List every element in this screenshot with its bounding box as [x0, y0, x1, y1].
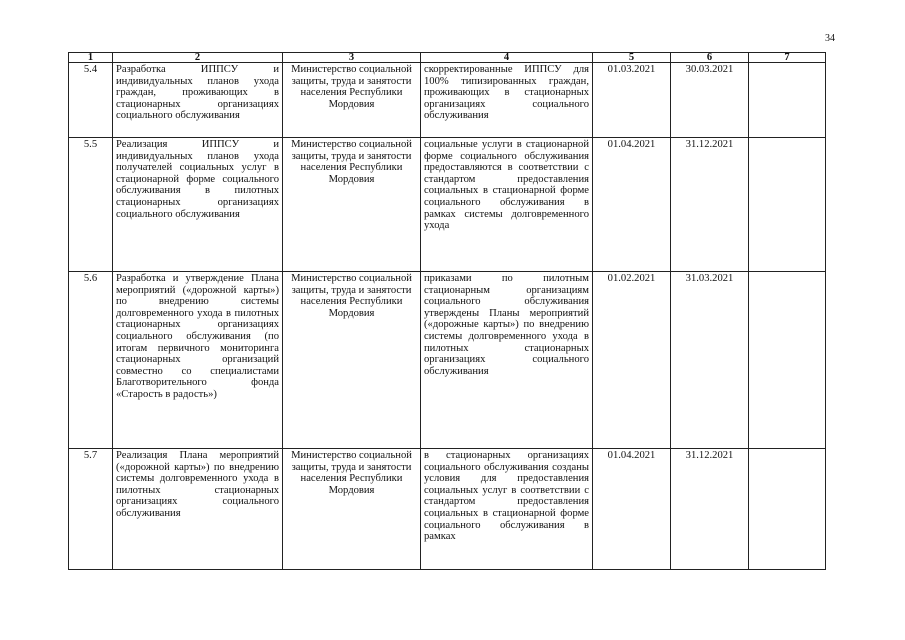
- table-row: [69, 138, 826, 272]
- note-cell: [749, 63, 826, 138]
- end-date-cell: 31.03.2021: [671, 272, 749, 449]
- table-header-row: [69, 53, 826, 63]
- executor-cell: Министерство социальной защиты, труда и занятости населения Республики Мордовия: [283, 138, 421, 272]
- result-cell: приказами по пилотным стационарным организациям социального обслуживания утверждены Планы мероприятий («дорожные карты») по внедрению системы долговременного ухода в пилотных стационарных организациях социального обслуживания: [421, 272, 593, 449]
- start-date-cell: 01.04.2021: [593, 138, 671, 272]
- action-plan-table: [68, 52, 826, 570]
- note-cell: [749, 449, 826, 570]
- end-date-cell: 31.12.2021: [671, 138, 749, 272]
- executor-cell: Министерство социальной защиты, труда и занятости населения Республики Мордовия: [283, 449, 421, 570]
- result-cell: в стационарных организациях социального обслуживания созданы условия для предоставления социальных услуг в соответствии с стандартом предоставления социальных в стационарной форме социального обслуживания в рамках: [421, 449, 593, 570]
- table-row: [69, 63, 826, 138]
- column-header: 1: [69, 53, 113, 63]
- action-cell: Реализация ИППСУ и индивидуальных планов ухода получателей социальных услуг в стационарной форме социального обслуживания в пилотных стационарных организациях социального обслуживания: [113, 138, 283, 272]
- executor-cell: Министерство социальной защиты, труда и занятости населения Республики Мордовия: [283, 272, 421, 449]
- end-date-cell: 30.03.2021: [671, 63, 749, 138]
- note-cell: [749, 272, 826, 449]
- action-cell: Разработка и утверждение Плана мероприятий («дорожной карты») по внедрению системы долговременного ухода в пилотных стационарных организациях социального обслуживания (по итогам первичного мониторинга стационарных организаций совместно со специалистами Благотворительного фонда «Старость в радость»): [113, 272, 283, 449]
- row-number: 5.6: [69, 272, 113, 449]
- column-header: 2: [113, 53, 283, 63]
- column-header: 6: [671, 53, 749, 63]
- column-header: 5: [593, 53, 671, 63]
- result-cell: скорректированные ИППСУ для 100% типизированных граждан, проживающих в стационарных организациях социального обслуживания: [421, 63, 593, 138]
- table-row: [69, 272, 826, 449]
- note-cell: [749, 138, 826, 272]
- result-cell: социальные услуги в стационарной форме социального обслуживания предоставляются в соответствии с стандартом предоставления социальных в стационарной форме социального обслуживания в рамках системы долговременного ухода: [421, 138, 593, 272]
- start-date-cell: 01.04.2021: [593, 449, 671, 570]
- row-number: 5.4: [69, 63, 113, 138]
- column-header: 3: [283, 53, 421, 63]
- end-date-cell: 31.12.2021: [671, 449, 749, 570]
- row-number: 5.7: [69, 449, 113, 570]
- action-cell: Разработка ИППСУ и индивидуальных планов ухода граждан, проживающих в стационарных организациях социального обслуживания: [113, 63, 283, 138]
- start-date-cell: 01.03.2021: [593, 63, 671, 138]
- action-cell: Реализация Плана мероприятий («дорожной карты») по внедрению системы долговременного ухода в пилотных стационарных организациях социального обслуживания: [113, 449, 283, 570]
- executor-cell: Министерство социальной защиты, труда и занятости населения Республики Мордовия: [283, 63, 421, 138]
- start-date-cell: 01.02.2021: [593, 272, 671, 449]
- row-number: 5.5: [69, 138, 113, 272]
- page-number: 34: [825, 33, 835, 44]
- column-header: 7: [749, 53, 826, 63]
- column-header: 4: [421, 53, 593, 63]
- table-row: [69, 449, 826, 570]
